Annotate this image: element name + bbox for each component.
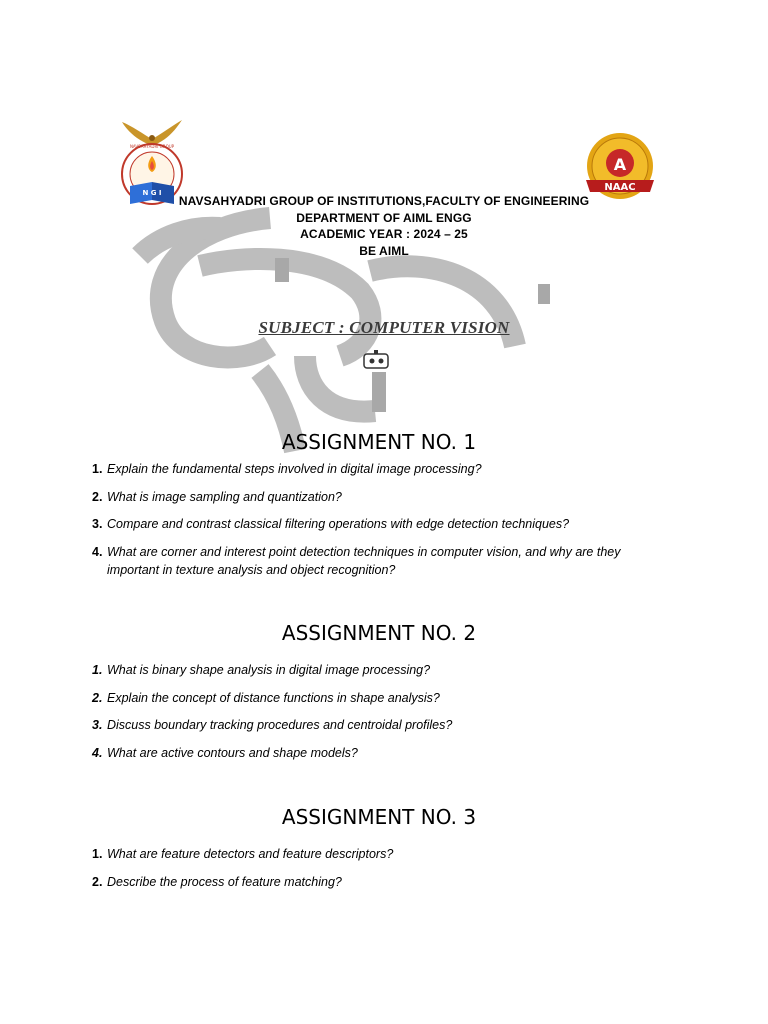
question-text: What is binary shape analysis in digital image processing? bbox=[107, 663, 431, 677]
question-number: 4. bbox=[92, 745, 103, 760]
question-number: 2. bbox=[92, 489, 103, 504]
question-text: What are active contours and shape models? bbox=[107, 745, 358, 760]
question-number: 2. bbox=[92, 874, 103, 889]
question-item bbox=[88, 845, 668, 863]
question-number: 3. bbox=[92, 718, 103, 732]
assignment-1-questions bbox=[88, 460, 668, 588]
question-text: What is image sampling and quantization? bbox=[107, 489, 342, 504]
academic-year: ACADEMIC YEAR : 2024 – 25 bbox=[300, 227, 468, 241]
question-item bbox=[88, 460, 668, 478]
question-number: 3. bbox=[92, 517, 103, 531]
question-text: Describe the process of feature matching? bbox=[107, 874, 342, 889]
subject-title: SUBJECT : COMPUTER VISION bbox=[258, 318, 510, 337]
logo-ring-text: NAVSAHYADRI GROUP bbox=[129, 144, 175, 149]
logo-initials: N G I bbox=[142, 189, 162, 197]
question-item bbox=[88, 661, 668, 679]
question-item bbox=[88, 488, 668, 506]
question-item bbox=[88, 716, 668, 734]
question-number: 1. bbox=[92, 462, 103, 476]
question-text: What are feature detectors and feature descriptors? bbox=[107, 847, 394, 861]
assignment-3-title: ASSIGNMENT NO. 3 bbox=[281, 805, 477, 829]
question-number: 4. bbox=[92, 544, 103, 559]
robot-icon bbox=[360, 350, 394, 372]
document-header bbox=[0, 193, 768, 259]
question-text: What are corner and interest point detection techniques in computer vision, and why are they important in texture analysis and object recognition? bbox=[107, 544, 621, 577]
question-text: Discuss boundary tracking procedures and centroidal profiles? bbox=[107, 718, 453, 732]
question-number: 1. bbox=[92, 663, 103, 677]
assignment-2-title: ASSIGNMENT NO. 2 bbox=[281, 621, 477, 645]
question-item bbox=[88, 689, 668, 707]
assignment-1-title: ASSIGNMENT NO. 1 bbox=[281, 430, 477, 454]
question-text: Explain the concept of distance functions in shape analysis? bbox=[107, 690, 440, 705]
question-text: Explain the fundamental steps involved in digital image processing? bbox=[107, 462, 482, 476]
question-item bbox=[88, 744, 668, 762]
question-number: 2. bbox=[92, 690, 103, 705]
department-name: DEPARTMENT OF AIML ENGG bbox=[296, 210, 472, 225]
question-number: 1. bbox=[92, 847, 103, 861]
assignment-2-questions bbox=[88, 661, 668, 771]
question-item bbox=[88, 873, 668, 891]
question-text: Compare and contrast classical filtering operations with edge detection techniques? bbox=[107, 517, 570, 531]
naac-label: NAAC bbox=[604, 182, 636, 193]
naac-grade: A bbox=[613, 155, 627, 174]
assignment-3-questions bbox=[88, 845, 668, 900]
question-item bbox=[88, 543, 668, 579]
class-name: BE AIML bbox=[359, 243, 409, 258]
question-item bbox=[88, 515, 668, 533]
institution-name: NAVSAHYADRI GROUP OF INSTITUTIONS,FACULTY OF ENGINEERING bbox=[178, 194, 590, 208]
